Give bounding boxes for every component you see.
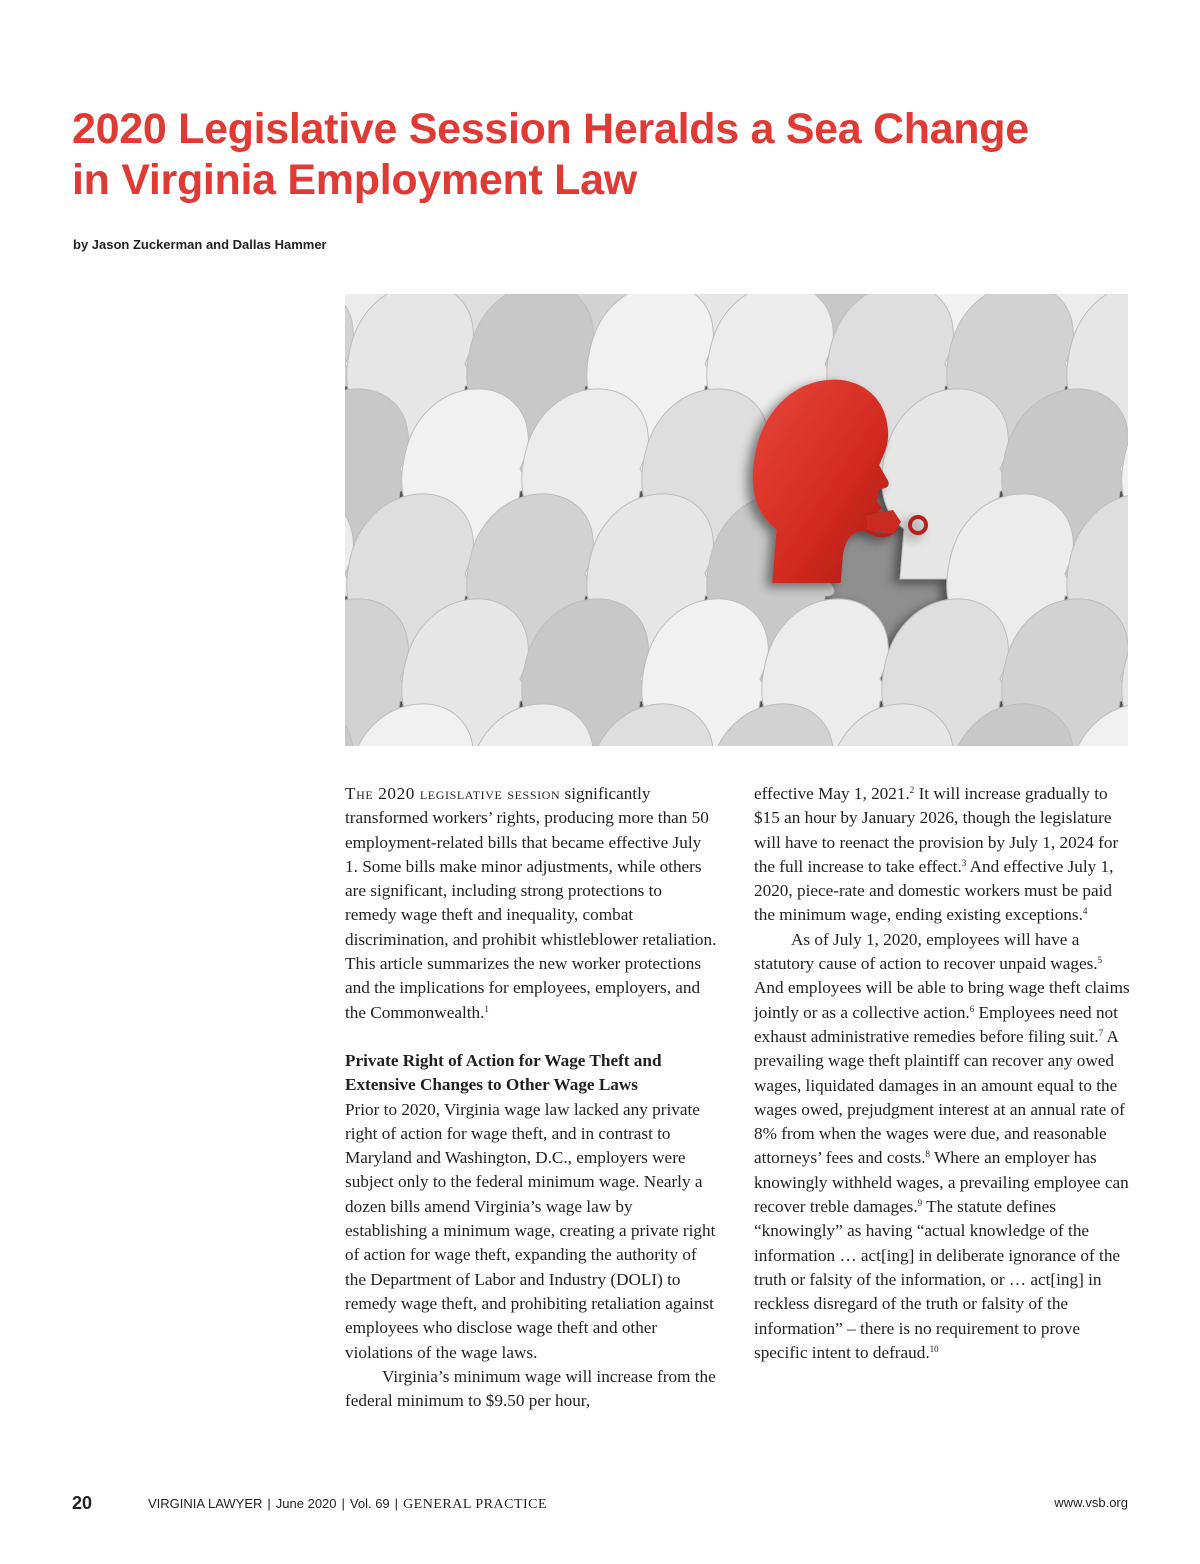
paragraph-minimum-wage: Virginia’s minimum wage will increase from the federal minimum to $9.50 per hour,	[345, 1366, 716, 1411]
footnote-ref: 1	[484, 1003, 489, 1014]
page-number: 20	[72, 1493, 93, 1513]
page-footer	[72, 1493, 1128, 1517]
paper-heads-illustration	[345, 294, 1128, 746]
paper-heads-whistleblower-illustration-icon	[345, 294, 1128, 746]
publication-info: VIRGINIA LAWYER | June 2020 | Vol. 69 | GENERAL PRACTICE	[148, 1496, 548, 1512]
paragraph-wage-law: Prior to 2020, Virginia wage law lacked any private right of action for wage theft, and in contrast to Maryland and Washington, D.C., employers were subject only to the federal minimum wage. Nearly a dozen bills amend Virginia’s wage law by establishing a minimum wage, creating a private right of action for wage theft, expanding the authority of the Department of Labor and Industry (DOLI) to remedy wage theft, and prohibiting retaliation against employees who disclose wage theft and other violations of the wage laws.	[345, 1099, 716, 1362]
footnote-ref: 6	[969, 1003, 975, 1014]
article-title	[72, 104, 1152, 206]
footnote-ref: 8	[925, 1149, 930, 1160]
paragraph-minimum-wage-continued: effective May 1, 2021.$^2$ It will increase gradually to $15 an hour by January 2026, though the legislature will have to reenact the provision by July 1, 2024 for the full increase to take effect.$^3$ And effective July 1, 2020, piece-rate and domestic workers must be paid the minimum wage, ending existing exceptions.$^4$	[754, 784, 1119, 925]
footnote-ref: 10	[929, 1343, 939, 1354]
intro-paragraph: The 2020 legislative session significantly transformed workers’ rights, producing more than 50 employment-related bills that became effective July 1. Some bills make minor adjustments, while others are significant, including strong protections to remedy wage theft and inequality, combat discrimination, and prohibit whistleblower retaliation. This article summarizes the new worker protections and the implications for employees, employers, and the Commonwealth.$^1$	[345, 784, 717, 1022]
paragraph-cause-of-action: As of July 1, 2020, employees will have a statutory cause of action to recover unpaid wages.$^5$ And employees will be able to bring wage theft claims jointly or as a collective action.$^6$ Employees need not exhaust administrative remedies before filing suit.$^7$ A prevailing wage theft plaintiff can recover any owed wages, liquidated damages in an amount equal to the wages owed, prejudgment interest at an annual rate of 8% from when the wages were due, and reasonable attorneys’ fees and costs.$^8$ Where an employer has knowingly withheld wages, a prevailing employee can recover treble damages.$^9$ The statute defines “knowingly” as having “actual knowledge of the information … act[ing] in deliberate ignorance of the truth or falsity of the information, or … act[ing] in reckless disregard of the truth or falsity of the information” – there is no requirement to prove specific intent to defraud.$^{10}$	[754, 929, 1130, 1362]
footnote-ref: 9	[917, 1198, 923, 1209]
column-left	[345, 782, 717, 1413]
section-heading: Private Right of Action for Wage Theft and Extensive Changes to Other Wage Laws	[345, 1050, 662, 1095]
footnote-ref: 3	[961, 857, 967, 868]
footnote-ref: 5	[1097, 955, 1103, 966]
footnote-ref: 4	[1082, 906, 1088, 917]
website-link[interactable]: www.vsb.org	[1054, 1495, 1128, 1510]
footnote-ref: 2	[909, 785, 915, 795]
title-line-1: 2020 Legislative Session Heralds a Sea Change	[72, 105, 1029, 153]
volume: Vol. 69	[349, 1496, 390, 1511]
issue-date: June 2020	[275, 1496, 337, 1511]
intro-lead-in: The 2020 legislative session	[345, 784, 561, 803]
section-name: GENERAL PRACTICE	[403, 1497, 548, 1512]
column-right	[754, 782, 1130, 1365]
footnote-ref: 7	[1098, 1027, 1104, 1038]
title-line-2: in Virginia Employment Law	[72, 156, 637, 204]
magazine-name: VIRGINIA LAWYER	[148, 1496, 263, 1511]
byline: by Jason Zuckerman and Dallas Hammer	[73, 237, 327, 252]
